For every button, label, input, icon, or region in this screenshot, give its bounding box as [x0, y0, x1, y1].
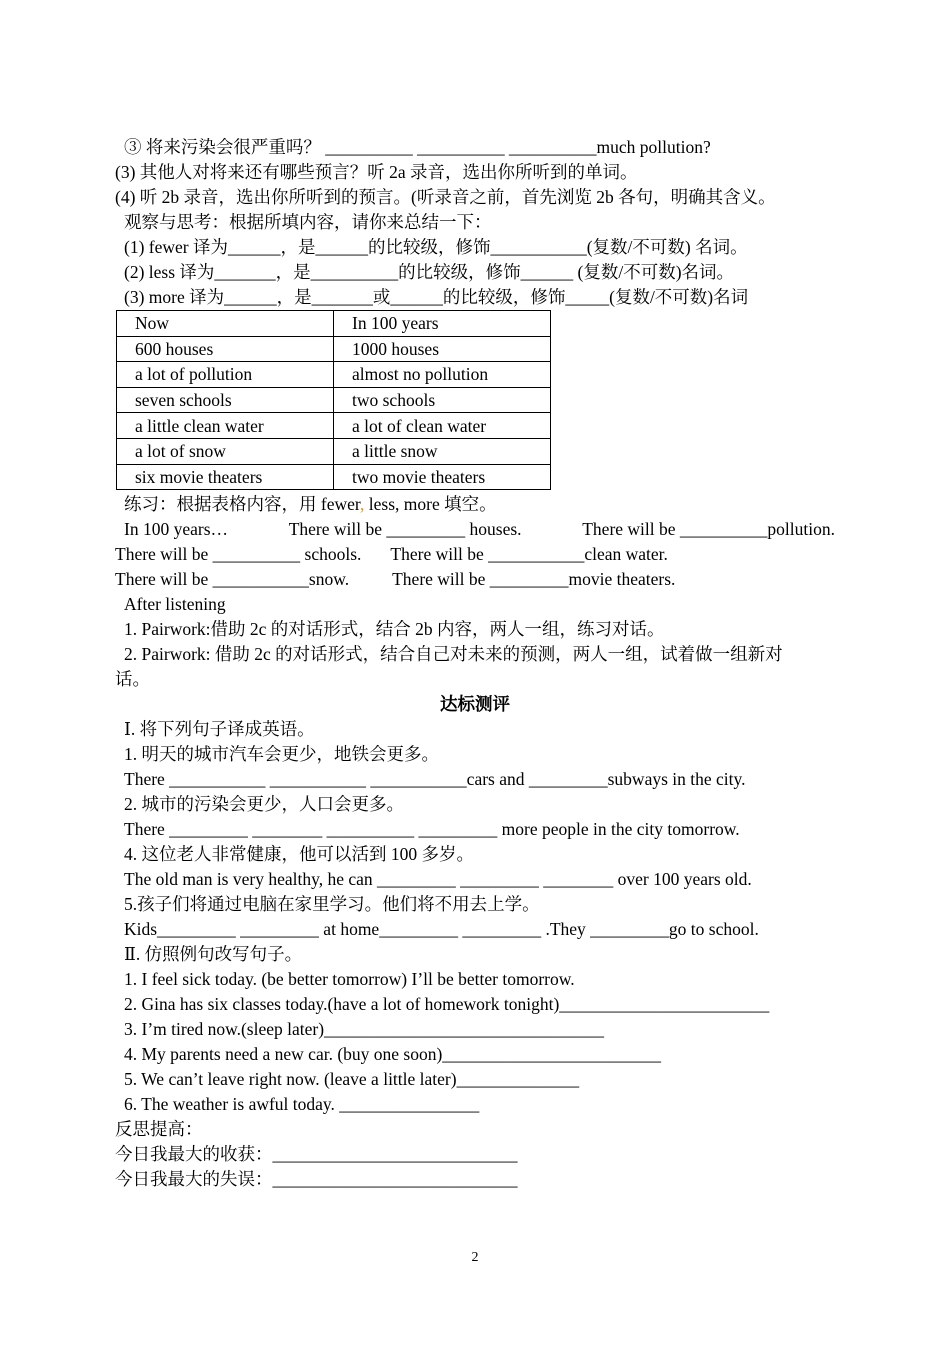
fewer-line: (1) fewer 译为______，是______的比较级，修饰___________(复数/不可数) 名词。 — [124, 237, 748, 257]
table-cell: two movie theaters — [334, 464, 551, 490]
translate-question-4: 4. 这位老人非常健康，他可以活到 100 多岁。 — [124, 844, 474, 864]
table-row — [117, 362, 551, 388]
table-row — [117, 464, 551, 490]
practice-intro-text: 练习：根据表格内容，用 fewer — [124, 494, 361, 514]
task-4-line: (4) 听 2b 录音，选出你所听到的预言。(听录音之前，首先浏览 2b 各句，明确其含义。 — [115, 187, 776, 207]
observe-think-line: 观察与思考：根据所填内容，请你来总结一下： — [124, 212, 492, 232]
task-3-line: (3) 其他人对将来还有哪些预言？听 2a 录音，选出你所听到的单词。 — [115, 162, 638, 182]
table-cell: a lot of pollution — [117, 362, 334, 388]
practice-intro-text-end: less, more 填空。 — [364, 494, 497, 514]
table-cell: seven schools — [117, 387, 334, 413]
practice-row-2 — [115, 542, 837, 567]
table-row — [117, 438, 551, 464]
rewrite-sentence-4: 4. My parents need a new car. (buy one soon)_________________________ — [124, 1044, 662, 1064]
practice-blank: There will be ___________snow. — [115, 569, 350, 589]
table-cell: six movie theaters — [117, 464, 334, 490]
less-line: (2) less 译为_______，是__________的比较级，修饰______ (复数/不可数)名词。 — [124, 262, 735, 282]
more-line: (3) more 译为______，是_______或______的比较级，修饰_____(复数/不可数)名词 — [124, 287, 749, 307]
table-row — [117, 336, 551, 362]
table-cell: 600 houses — [117, 336, 334, 362]
table-row — [117, 311, 551, 337]
translate-answer-1: There ___________ ___________ ___________cars and _________subways in the city. — [124, 769, 746, 789]
table-cell: a lot of clean water — [334, 413, 551, 439]
table-cell: 1000 houses — [334, 336, 551, 362]
rewrite-sentence-2: 2. Gina has six classes today.(have a lot of homework tonight)________________________ — [124, 994, 770, 1014]
rewrite-sentence-3: 3. I’m tired now.(sleep later)________________________________ — [124, 1019, 605, 1039]
practice-blank: There will be _________movie theaters. — [392, 569, 676, 589]
practice-row-1 — [124, 517, 835, 542]
table-cell: a lot of snow — [117, 438, 334, 464]
rewrite-sentence-1: 1. I feel sick today. (be better tomorrow) I’ll be better tomorrow. — [124, 969, 575, 989]
practice-blank: There will be __________ schools. — [115, 544, 362, 564]
pairwork-2-continued: 话。 — [115, 669, 150, 689]
reflection-gain: 今日我最大的收获：____________________________ — [115, 1144, 518, 1164]
section-2-heading: Ⅱ. 仿照例句改写句子。 — [124, 944, 303, 964]
translate-answer-2: There _________ ________ __________ _________ more people in the city tomorrow. — [124, 819, 740, 839]
translate-question-5: 5.孩子们将通过电脑在家里学习。他们将不用去上学。 — [124, 894, 540, 914]
table-cell: Now — [117, 311, 334, 337]
reflection-mistake: 今日我最大的失误：____________________________ — [115, 1169, 518, 1189]
practice-blank: There will be _________ houses. — [288, 519, 522, 539]
page-number: 2 — [471, 1250, 479, 1265]
rewrite-sentence-6: 6. The weather is awful today. ________________ — [124, 1094, 480, 1114]
table-row — [117, 387, 551, 413]
table-cell: a little clean water — [117, 413, 334, 439]
assessment-title: 达标测评 — [440, 694, 510, 714]
table-row — [117, 413, 551, 439]
question-line-3: ③ 将来污染会很严重吗？ __________ __________ __________much pollution? — [124, 137, 711, 157]
translate-answer-5: Kids_________ _________ at home_________ _________ .They _________go to school. — [124, 919, 759, 939]
translate-answer-4: The old man is very healthy, he can _________ _________ ________ over 100 years old. — [124, 869, 752, 889]
pairwork-1: 1. Pairwork:借助 2c 的对话形式，结合 2b 内容，两人一组，练习对话。 — [124, 619, 665, 639]
practice-blank: There will be __________pollution. — [582, 519, 835, 539]
table-cell: a little snow — [334, 438, 551, 464]
rewrite-sentence-5: 5. We can’t leave right now. (leave a little later)______________ — [124, 1069, 580, 1089]
reflection-heading: 反思提高： — [115, 1119, 203, 1139]
practice-intro — [124, 492, 846, 517]
after-listening-heading: After listening — [124, 594, 226, 614]
table-cell: two schools — [334, 387, 551, 413]
comparison-table — [116, 310, 551, 490]
table-cell: almost no pollution — [334, 362, 551, 388]
pairwork-2: 2. Pairwork: 借助 2c 的对话形式，结合自己对未来的预测，两人一组，试着做一组新对 — [124, 644, 783, 664]
practice-blank: In 100 years… — [124, 519, 229, 539]
practice-blank: There will be ___________clean water. — [390, 544, 668, 564]
section-1-heading: Ⅰ. 将下列句子译成英语。 — [124, 719, 315, 739]
practice-row-3 — [115, 567, 837, 592]
table-cell: In 100 years — [334, 311, 551, 337]
translate-question-2: 2. 城市的污染会更少，人口会更多。 — [124, 794, 404, 814]
practice-intro-comma: , — [360, 494, 365, 514]
translate-question-1: 1. 明天的城市汽车会更少，地铁会更多。 — [124, 744, 439, 764]
